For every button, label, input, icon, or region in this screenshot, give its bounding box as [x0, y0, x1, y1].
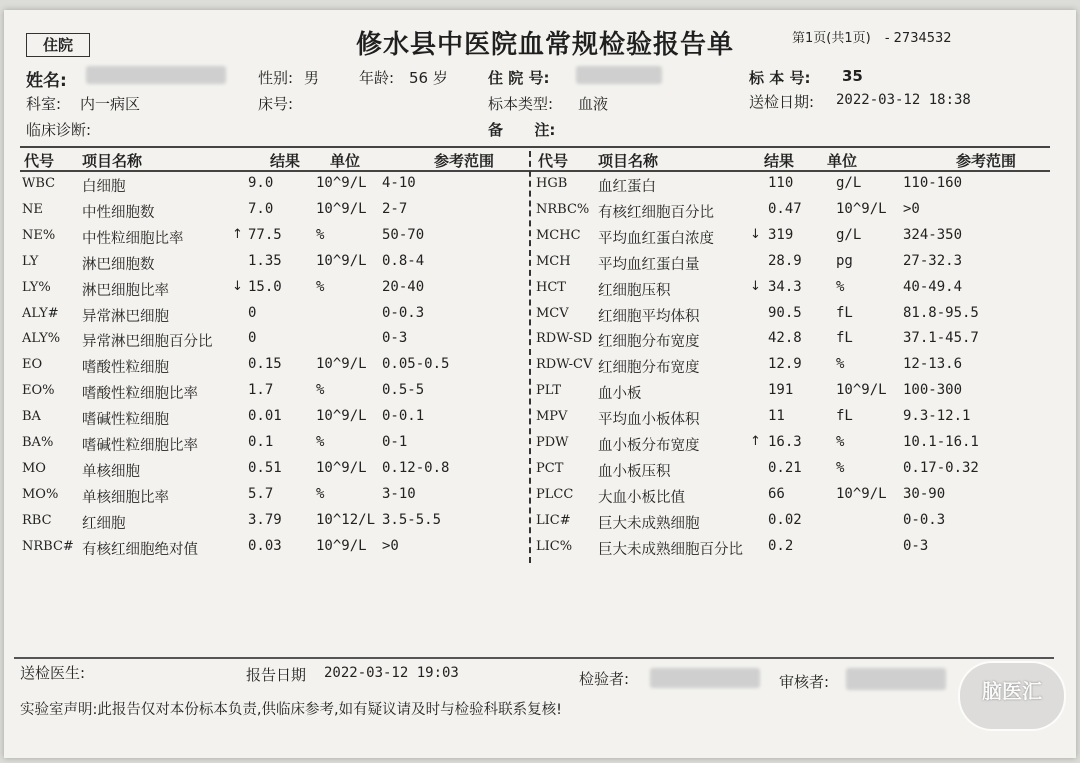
cell-range: 0.17-0.32 [903, 459, 979, 476]
tester-label: 检验者: [579, 670, 630, 688]
report-title: 修水县中医院血常规检验报告单 [356, 30, 735, 60]
cell-result: 3.79 [248, 511, 282, 528]
report-date-value: 2022-03-12 19:03 [324, 665, 459, 681]
cell-range: 0-0.3 [903, 511, 946, 528]
cell-code: EO% [22, 383, 55, 399]
cell-range: 9.3-12.1 [903, 408, 971, 425]
cell-unit: pg [836, 252, 853, 269]
cell-result: 0.03 [248, 537, 282, 554]
cell-flag: ↑ [750, 434, 761, 449]
right-header-code: 代号 [538, 152, 569, 170]
cell-name: 红细胞压积 [598, 282, 671, 299]
cell-range: 0.12-0.8 [382, 459, 450, 476]
left-header-code: 代号 [24, 152, 55, 170]
cell-result: 0.1 [248, 434, 274, 450]
cell-result: 77.5 [248, 226, 282, 243]
cell-code: NE [22, 201, 43, 217]
cell-name: 中性细胞数 [82, 204, 155, 221]
cell-result: 1.7 [248, 382, 274, 399]
cell-name: 红细胞平均体积 [598, 308, 700, 325]
cell-unit: 10^9/L [836, 200, 887, 217]
cell-unit: 10^9/L [316, 175, 367, 191]
cell-code: NRBC# [22, 538, 74, 554]
cell-code: PLCC [536, 486, 574, 502]
cell-result: 0 [248, 330, 257, 347]
cell-range: 40-49.4 [903, 278, 963, 295]
cell-range: >0 [382, 537, 399, 554]
cell-code: RBC [22, 512, 52, 528]
cell-result: 5.7 [248, 485, 274, 502]
name-label: 姓名: [26, 71, 67, 91]
cell-name: 中性粒细胞比率 [82, 230, 184, 247]
cell-range: 12-13.6 [903, 356, 963, 373]
cell-result: 66 [768, 485, 785, 502]
admission-no-redaction [576, 66, 662, 84]
cell-unit: % [316, 485, 325, 502]
cell-range: 81.8-95.5 [903, 304, 979, 321]
cell-result: 0.47 [768, 200, 802, 217]
cell-range: 37.1-45.7 [903, 330, 979, 347]
bed-label: 床号: [258, 95, 294, 113]
dept-value: 内一病区 [80, 95, 141, 113]
cell-code: ALY# [22, 305, 59, 321]
left-header-range: 参考范围 [434, 152, 495, 170]
cell-result: 15.0 [248, 278, 282, 295]
document-number: - 2734532 [884, 31, 952, 46]
admission-no-label: 住 院 号: [488, 69, 550, 87]
cell-code: NRBC% [536, 201, 590, 217]
cell-range: 324-350 [903, 226, 963, 243]
cell-result: 28.9 [768, 252, 802, 269]
cell-name: 平均血红蛋白浓度 [598, 230, 714, 247]
lab-statement: 实验室声明:此报告仅对本份标本负责,供临床参考,如有疑议请及时与检验科联系复核! [20, 702, 562, 718]
cell-result: 42.8 [768, 330, 802, 347]
cell-unit: % [316, 226, 325, 243]
reviewer-redaction [846, 668, 946, 690]
column-divider [529, 151, 531, 563]
cell-code: LIC# [536, 512, 571, 528]
left-header-unit: 单位 [330, 152, 361, 170]
cell-code: BA% [22, 435, 54, 450]
cell-result: 191 [768, 382, 794, 399]
cell-name: 有核红细胞百分比 [598, 204, 714, 221]
cell-flag: ↓ [750, 226, 761, 242]
cell-unit: g/L [836, 226, 862, 243]
right-header-range: 参考范围 [956, 152, 1017, 170]
cell-range: 50-70 [382, 226, 425, 243]
cell-name: 嗜酸性粒细胞 [82, 360, 169, 377]
cell-code: PLT [536, 383, 561, 399]
dept-label: 科室: [26, 95, 62, 113]
left-header-result: 结果 [270, 152, 301, 170]
cell-name: 有核红细胞绝对值 [82, 541, 198, 558]
cell-unit: % [836, 459, 845, 476]
cell-range: 0.5-5 [382, 382, 425, 399]
cell-unit: 10^9/L [316, 356, 367, 373]
cell-range: >0 [903, 200, 920, 217]
cell-code: PDW [536, 435, 569, 450]
cell-range: 0-0.1 [382, 408, 425, 425]
cell-code: MO [22, 460, 46, 476]
sample-type-value: 血液 [578, 95, 609, 113]
left-header-name: 项目名称 [82, 152, 143, 170]
cell-name: 血小板分布宽度 [598, 438, 700, 454]
cell-result: 1.35 [248, 252, 282, 269]
cell-unit: fL [836, 408, 853, 425]
cell-code: LY% [22, 279, 51, 295]
cell-result: 0.02 [768, 511, 802, 528]
cell-result: 0.15 [248, 356, 282, 373]
cell-unit: 10^9/L [316, 408, 367, 425]
cell-range: 110-160 [903, 175, 963, 191]
send-date-label: 送检日期: [749, 93, 815, 111]
cell-result: 0.21 [768, 459, 802, 476]
cell-range: 27-32.3 [903, 252, 963, 269]
inpatient-tag: 住院 [26, 33, 90, 57]
page-info [792, 27, 952, 46]
cell-result: 7.0 [248, 200, 274, 217]
right-header-result: 结果 [764, 152, 795, 170]
cell-code: MCHC [536, 227, 581, 243]
cell-code: PCT [536, 460, 564, 476]
cell-name: 红细胞 [82, 515, 126, 532]
diagnosis-label: 临床诊断: [26, 121, 92, 139]
cell-range: 10.1-16.1 [903, 434, 979, 450]
cell-result: 16.3 [768, 434, 802, 450]
cell-result: 110 [768, 175, 794, 191]
cell-result: 0.01 [248, 408, 282, 425]
reviewer-label: 审核者: [779, 673, 830, 691]
cell-code: EO [22, 357, 43, 373]
cell-unit: fL [836, 304, 853, 321]
page-count: 第1页(共1页) [792, 31, 871, 46]
cell-unit: 10^9/L [316, 200, 367, 217]
cell-unit: 10^9/L [316, 537, 367, 554]
cell-unit: % [316, 382, 325, 399]
cell-range: 0-1 [382, 434, 408, 450]
cell-name: 嗜碱性粒细胞比率 [82, 438, 198, 454]
cell-unit: 10^9/L [316, 252, 367, 269]
cell-result: 11 [768, 408, 785, 425]
cell-name: 淋巴细胞数 [82, 256, 155, 273]
cell-range: 0.05-0.5 [382, 356, 450, 373]
cell-code: NE% [22, 227, 56, 243]
cell-result: 0.51 [248, 459, 282, 476]
right-header-unit: 单位 [827, 152, 858, 170]
cell-name: 异常淋巴细胞百分比 [82, 334, 213, 351]
sex-value: 男 [304, 69, 320, 87]
tester-redaction [650, 668, 760, 688]
cell-name: 平均血小板体积 [598, 412, 700, 429]
cell-name: 淋巴细胞比率 [82, 282, 169, 299]
cell-name: 异常淋巴细胞 [82, 308, 169, 325]
right-header-name: 项目名称 [598, 152, 659, 170]
cell-flag: ↑ [232, 226, 243, 242]
cell-result: 9.0 [248, 175, 274, 191]
report-date-label: 报告日期 [246, 666, 307, 684]
sample-type-label: 标本类型: [488, 95, 554, 113]
cell-range: 20-40 [382, 278, 425, 295]
cell-code: ALY% [22, 331, 61, 347]
cell-unit: % [836, 434, 845, 450]
cell-name: 平均血红蛋白量 [598, 256, 700, 273]
sex-label: 性别: [258, 69, 294, 87]
watermark-logo: 脑医汇 [958, 661, 1066, 731]
cell-name: 单核细胞比率 [82, 489, 169, 506]
cell-code: MCV [536, 305, 569, 321]
cell-range: 0-3 [903, 537, 929, 554]
cell-name: 白细胞 [82, 179, 126, 195]
cell-range: 100-300 [903, 382, 963, 399]
cell-result: 0 [248, 304, 257, 321]
remark-label: 备 注: [488, 121, 556, 139]
cell-range: 30-90 [903, 485, 946, 502]
cell-code: LIC% [536, 538, 573, 554]
footer-rule [14, 657, 1054, 659]
table-header-rule [20, 170, 1050, 172]
cell-range: 0-0.3 [382, 304, 425, 321]
cell-code: RDW-CV [536, 357, 593, 373]
age-label: 年龄: [359, 69, 395, 87]
cell-range: 3-10 [382, 485, 416, 502]
cell-code: HGB [536, 176, 568, 191]
cell-code: MCH [536, 253, 571, 269]
cell-unit: 10^9/L [836, 485, 887, 502]
cell-flag: ↓ [232, 278, 243, 294]
cell-code: MO% [22, 486, 59, 502]
cell-code: BA [22, 409, 41, 425]
cell-result: 12.9 [768, 356, 802, 373]
cell-name: 嗜酸性粒细胞比率 [82, 386, 198, 403]
name-redaction [86, 66, 226, 84]
cell-range: 2-7 [382, 200, 408, 217]
cell-range: 4-10 [382, 175, 416, 191]
cell-code: MPV [536, 409, 568, 425]
cell-unit: 10^9/L [836, 382, 887, 399]
doctor-label: 送检医生: [20, 664, 86, 682]
cell-name: 巨大未成熟细胞 [598, 515, 700, 532]
cell-range: 0.8-4 [382, 252, 425, 269]
cell-name: 血小板 [598, 386, 642, 403]
cell-name: 红细胞分布宽度 [598, 334, 700, 351]
send-date-value: 2022-03-12 18:38 [836, 92, 971, 108]
cell-unit: % [836, 356, 845, 373]
cell-result: 34.3 [768, 278, 802, 295]
cell-name: 血小板压积 [598, 463, 671, 480]
cell-unit: 10^12/L [316, 511, 376, 528]
cell-name: 巨大未成熟细胞百分比 [598, 541, 743, 558]
cell-range: 0-3 [382, 330, 408, 347]
cell-name: 嗜碱性粒细胞 [82, 412, 169, 429]
cell-code: HCT [536, 279, 566, 295]
cell-unit: 10^9/L [316, 459, 367, 476]
table-top-rule [20, 146, 1050, 148]
cell-name: 单核细胞 [82, 463, 140, 480]
cell-range: 3.5-5.5 [382, 511, 442, 528]
cell-name: 红细胞分布宽度 [598, 360, 700, 377]
cell-name: 血红蛋白 [598, 179, 656, 195]
cell-result: 319 [768, 226, 794, 243]
cell-unit: % [316, 278, 325, 295]
cell-unit: g/L [836, 175, 862, 191]
cell-code: WBC [22, 176, 56, 191]
sample-no-value: 35 [842, 67, 863, 85]
cell-code: RDW-SD [536, 331, 593, 347]
cell-result: 0.2 [768, 537, 794, 554]
cell-code: LY [22, 253, 39, 269]
cell-unit: fL [836, 330, 853, 347]
age-value: 56 岁 [409, 69, 448, 87]
cell-name: 大血小板比值 [598, 489, 685, 506]
sample-no-label: 标 本 号: [749, 69, 811, 87]
cell-unit: % [836, 278, 845, 295]
cell-flag: ↓ [750, 278, 761, 294]
cell-unit: % [316, 434, 325, 450]
cell-result: 90.5 [768, 304, 802, 321]
